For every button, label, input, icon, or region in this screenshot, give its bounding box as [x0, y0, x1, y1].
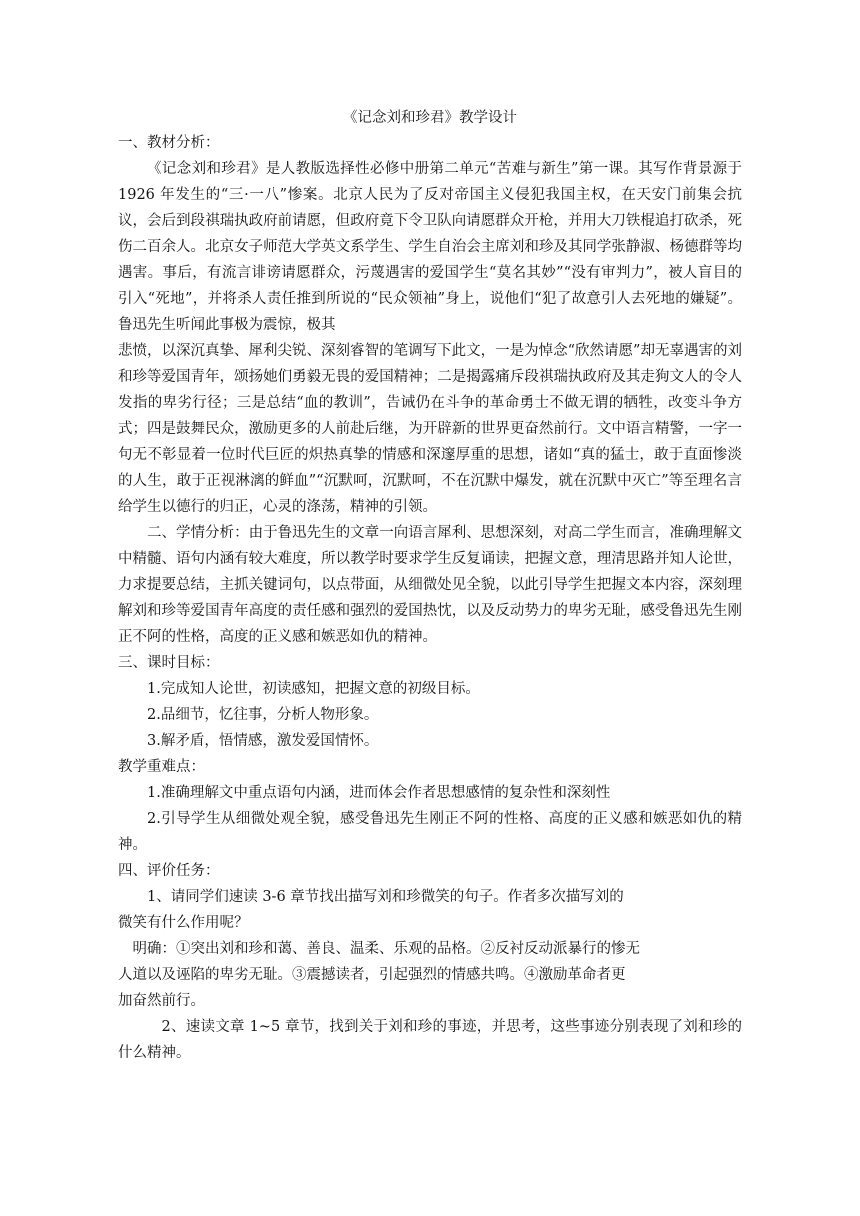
key-point-1: 1.准确理解文中重点语句内涵，进而体会作者思想感情的复杂性和深刻性: [147, 785, 611, 801]
paragraph-purpose: 悲愤，以深沉真挚、犀利尖锐、深刻睿智的笔调写下此文，一是为悼念“欣然请愿”却无辜遇害的刘和珍等爱国青年，颂扬她们勇毅无畏的爱国精神；二是揭露痛斥段祺瑞执政府及其走狗文人的令人发指的卑劣行径；三是总结“血的教训”，告诫仍在斗争的革命勇士不做无谓的牺牲，改变斗争方式；四是鼓舞民众，激励更多的人前赴后继，为开辟新的世界更奋然前行。文中语言精警，一字一句无不彰显着一位时代巨匠的炽热真挚的情感和深邃厚重的思想，诸如“真的猛士，敢于直面惨淡的人生，敢于正视淋漓的鲜血”“沉默呵，沉默呵，不在沉默中爆发，就在沉默中灭亡”等至理名言给学生以德行的归正，心灵的涤荡，精神的引领。: [118, 343, 742, 515]
goal-item-2: 2.品细节，忆往事，分析人物形象。: [147, 707, 379, 723]
task-2-question: 2、速读文章 1~5 章节，找到关于刘和珍的事迹，并思考，这些事迹分别表现了刘和珍的什么精神。: [118, 1019, 742, 1061]
section-heading-evaluation-tasks: 四、评价任务：: [118, 863, 220, 879]
section-heading-textbook-analysis: 一、教材分析：: [118, 135, 220, 151]
document-title: 《记念刘和珍君》教学设计: [343, 110, 517, 126]
paragraph-student-analysis: 二、学情分析：由于鲁迅先生的文章一向语言犀利、思想深刻，对高二学生而言，准确理解文中精髓、语句内涵有较大难度，所以教学时要求学生反复诵读，把握文意，理清思路并知人论世，力求提要总结，主抓关键词句，以点带面，从细微处见全貌，以此引导学生把握文本内容，深刻理解刘和珍等爱国青年高度的责任感和强烈的爱国热忱，以及反动势力的卑劣无耻，感受鲁迅先生刚正不阿的性格，高度的正义感和嫉恶如仇的精神。: [118, 525, 742, 645]
goal-item-1: 1.完成知人论世，初读感知，把握文意的初级目标。: [147, 681, 480, 697]
task-1-answer: 明确：①突出刘和珍和蔼、善良、温柔、乐观的品格。②反衬反动派暴行的惨无: [132, 941, 640, 957]
section-heading-lesson-goals: 三、课时目标：: [118, 655, 220, 671]
task-1-question-cont: 微笑有什么作用呢？: [118, 915, 249, 931]
task-1-answer-cont: 人道以及诬陷的卑劣无耻。③震撼读者，引起强烈的情感共鸣。④激励革命者更: [118, 967, 626, 983]
task-1-question: 1、请同学们速读 3-6 章节找出描写刘和珍微笑的句子。作者多次描写刘的: [147, 889, 624, 905]
document-body: [118, 130, 742, 1066]
key-point-2: 2.引导学生从细微处观全貌，感受鲁迅先生刚正不阿的性格、高度的正义感和嫉恶如仇的精神。: [118, 811, 742, 853]
section-heading-key-points: 教学重难点：: [118, 759, 205, 775]
task-1-answer-end: 加奋然前行。: [118, 993, 205, 1009]
goal-item-3: 3.解矛盾，悟情感，激发爱国情怀。: [147, 733, 379, 749]
paragraph-background: 《记念刘和珍君》是人教版选择性必修中册第二单元“苦难与新生”第一课。其写作背景源于 1926 年发生的“三·一八”惨案。北京人民为了反对帝国主义侵犯我国主权，在天安门前集会抗议，会后到段祺瑞执政府前请愿，但政府竟下令卫队向请愿群众开枪，并用大刀铁棍追打砍杀，死伤二百余人。北京女子师范大学英文系学生、学生自治会主席刘和珍及其同学张静淑、杨德群等均遇害。事后，有流言诽谤请愿群众，污蔑遇害的爱国学生“莫名其妙”“没有审判力”，被人盲目的引入“死地”，并将杀人责任推到所说的“民众领袖”身上，说他们“犯了故意引人去死地的嫌疑”。鲁迅先生听闻此事极为震惊，极其: [118, 161, 742, 333]
